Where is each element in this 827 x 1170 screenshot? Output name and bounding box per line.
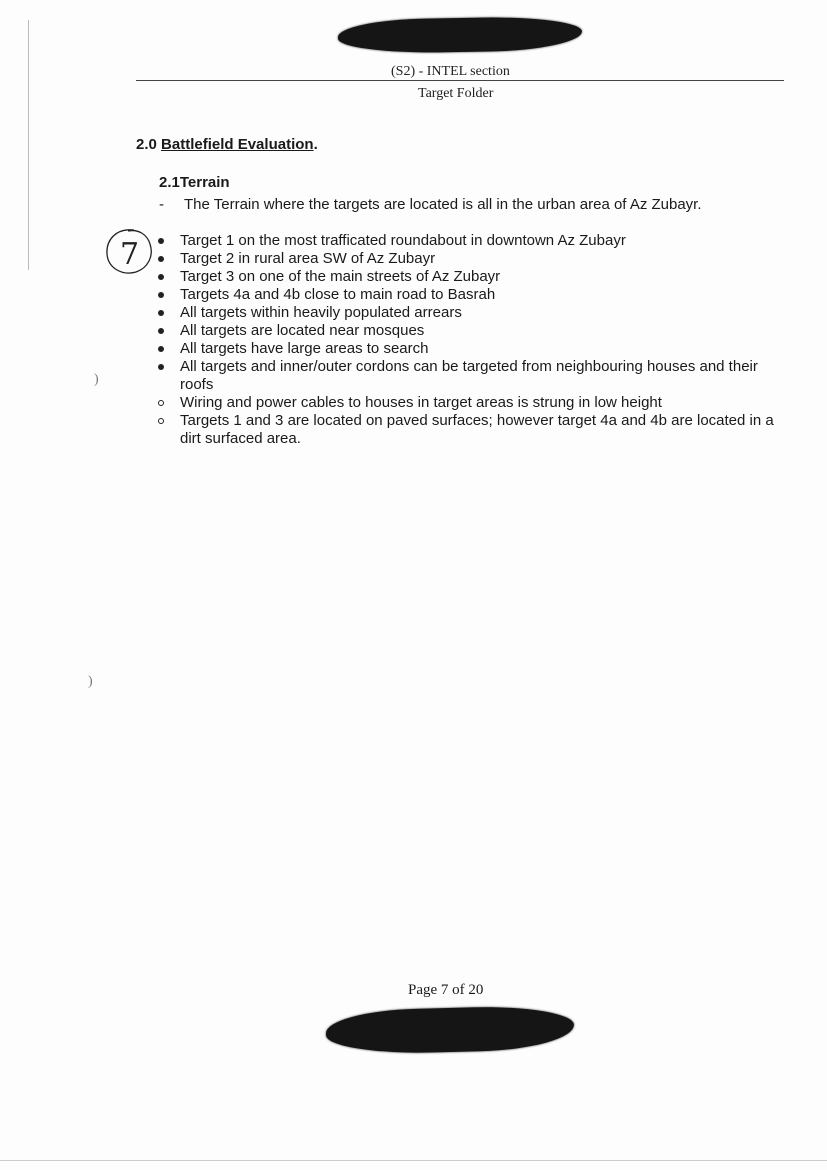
scan-edge-line xyxy=(0,1160,827,1161)
margin-mark: ) xyxy=(88,674,93,689)
section-title: Battlefield Evaluation xyxy=(161,136,314,153)
header-folder-label: Target Folder xyxy=(418,86,494,101)
bullet-icon xyxy=(158,364,164,370)
subsection-title: Terrain xyxy=(179,174,230,191)
bullet-icon xyxy=(158,418,164,424)
bullet-icon xyxy=(158,400,164,406)
dash-marker: - xyxy=(159,196,164,213)
bullet-text: Wiring and power cables to houses in target areas is strung in low height xyxy=(180,394,662,411)
bullet-item xyxy=(156,358,776,394)
bullet-item xyxy=(156,394,776,412)
bullet-icon xyxy=(158,328,164,334)
handwritten-page-circle xyxy=(104,226,160,283)
subsection-heading xyxy=(159,174,230,191)
bullet-item xyxy=(156,232,776,250)
circled-number-icon xyxy=(104,226,160,278)
bullet-item xyxy=(156,340,776,358)
header-section-label: (S2) - INTEL section xyxy=(391,64,510,79)
section-title-suffix: . xyxy=(313,136,318,153)
page-number: Page 7 of 20 xyxy=(408,982,484,998)
bullet-icon xyxy=(158,238,164,244)
header-rule xyxy=(136,80,784,81)
bullet-text: Targets 1 and 3 are located on paved surfaces; however target 4a and 4b are located in a dirt surfaced area. xyxy=(180,412,774,447)
bullet-icon xyxy=(158,292,164,298)
bullet-text: Target 3 on one of the main streets of Az Zubayr xyxy=(180,268,501,285)
bullet-item xyxy=(156,322,776,340)
bullet-text: Targets 4a and 4b close to main road to Basrah xyxy=(180,286,496,303)
scan-edge-line xyxy=(28,20,29,270)
bullet-text: All targets have large areas to search xyxy=(180,340,429,357)
bullet-icon xyxy=(158,346,164,352)
bullet-icon xyxy=(158,274,164,280)
handwritten-number: 7 xyxy=(120,237,140,272)
section-heading xyxy=(136,136,318,153)
bullet-text: Target 2 in rural area SW of Az Zubayr xyxy=(180,250,436,267)
subsection-number: 2.1 xyxy=(159,174,180,191)
bullet-item xyxy=(156,286,776,304)
bullet-item xyxy=(156,268,776,286)
bullet-item xyxy=(156,250,776,268)
bullet-icon xyxy=(158,310,164,316)
bullet-item xyxy=(156,304,776,322)
section-number: 2.0 xyxy=(136,136,157,153)
bullet-text: All targets are located near mosques xyxy=(180,322,425,339)
bullet-text: Target 1 on the most trafficated roundabout in downtown Az Zubayr xyxy=(180,232,626,249)
margin-mark: ) xyxy=(94,372,99,387)
redaction-mark xyxy=(338,16,583,54)
redaction-mark xyxy=(325,1005,574,1055)
terrain-intro-text: The Terrain where the targets are located is all in the urban area of Az Zubayr. xyxy=(184,196,702,213)
bullet-text: All targets within heavily populated arrears xyxy=(180,304,462,321)
terrain-bullet-list xyxy=(156,232,776,448)
bullet-icon xyxy=(158,256,164,262)
bullet-text: All targets and inner/outer cordons can be targeted from neighbouring houses and their roofs xyxy=(180,358,758,393)
bullet-item xyxy=(156,412,776,448)
